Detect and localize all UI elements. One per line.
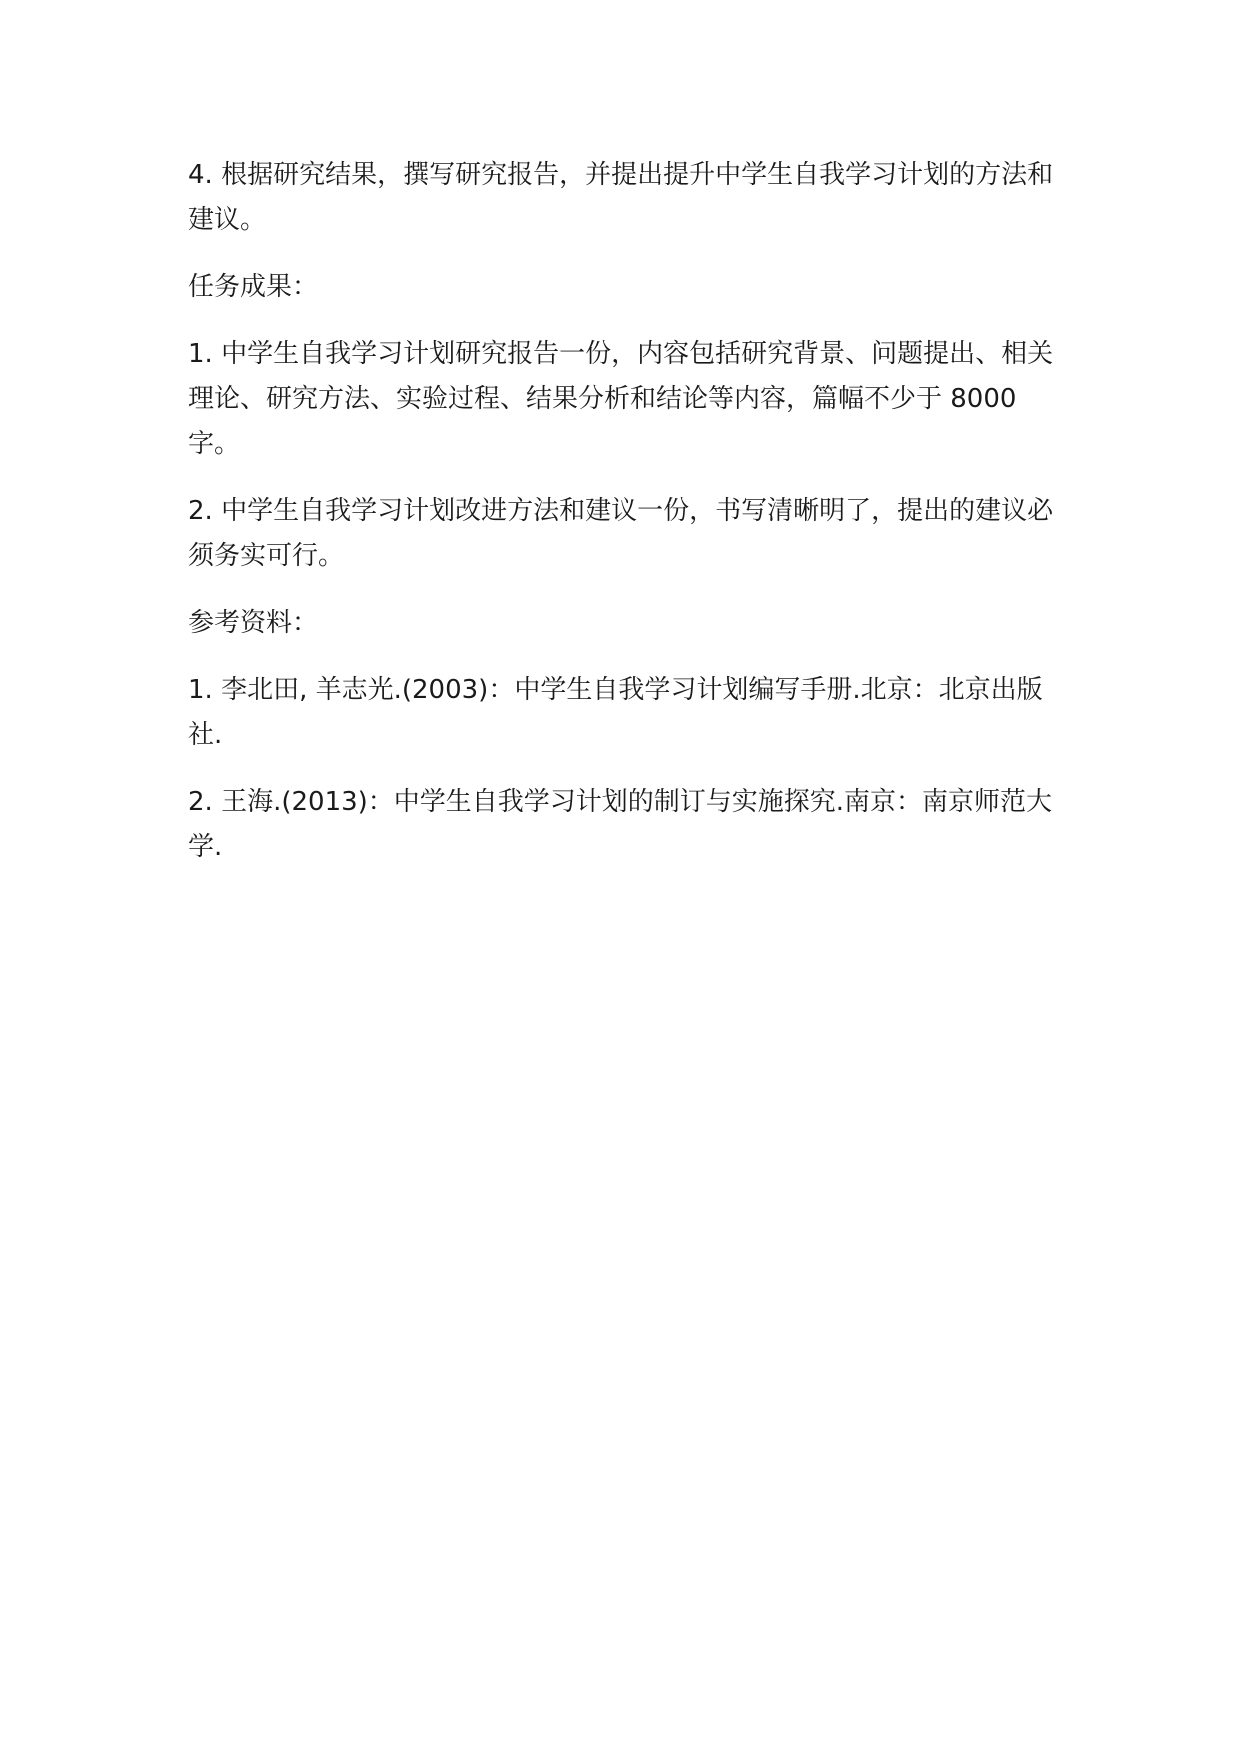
outcome-item-1: 1. 中学生自我学习计划研究报告一份，内容包括研究背景、问题提出、相关理论、研究方法、实验过程、结果分析和结论等内容，篇幅不少于 8000 字。	[188, 339, 1054, 459]
references-heading: 参考资料：	[188, 608, 319, 638]
document-body	[188, 153, 1056, 892]
reference-item-1: 1. 李北田, 羊志光.(2003)：中学生自我学习计划编写手册.北京：北京出版社.	[188, 675, 1043, 750]
research-step-4: 4. 根据研究结果，撰写研究报告，并提出提升中学生自我学习计划的方法和建议。	[188, 160, 1054, 235]
outcome-item-2: 2. 中学生自我学习计划改进方法和建议一份，书写清晰明了，提出的建议必须务实可行。	[188, 496, 1054, 571]
reference-item-2: 2. 王海.(2013)：中学生自我学习计划的制订与实施探究.南京：南京师范大学.	[188, 787, 1053, 862]
outcomes-heading: 任务成果：	[188, 272, 319, 302]
